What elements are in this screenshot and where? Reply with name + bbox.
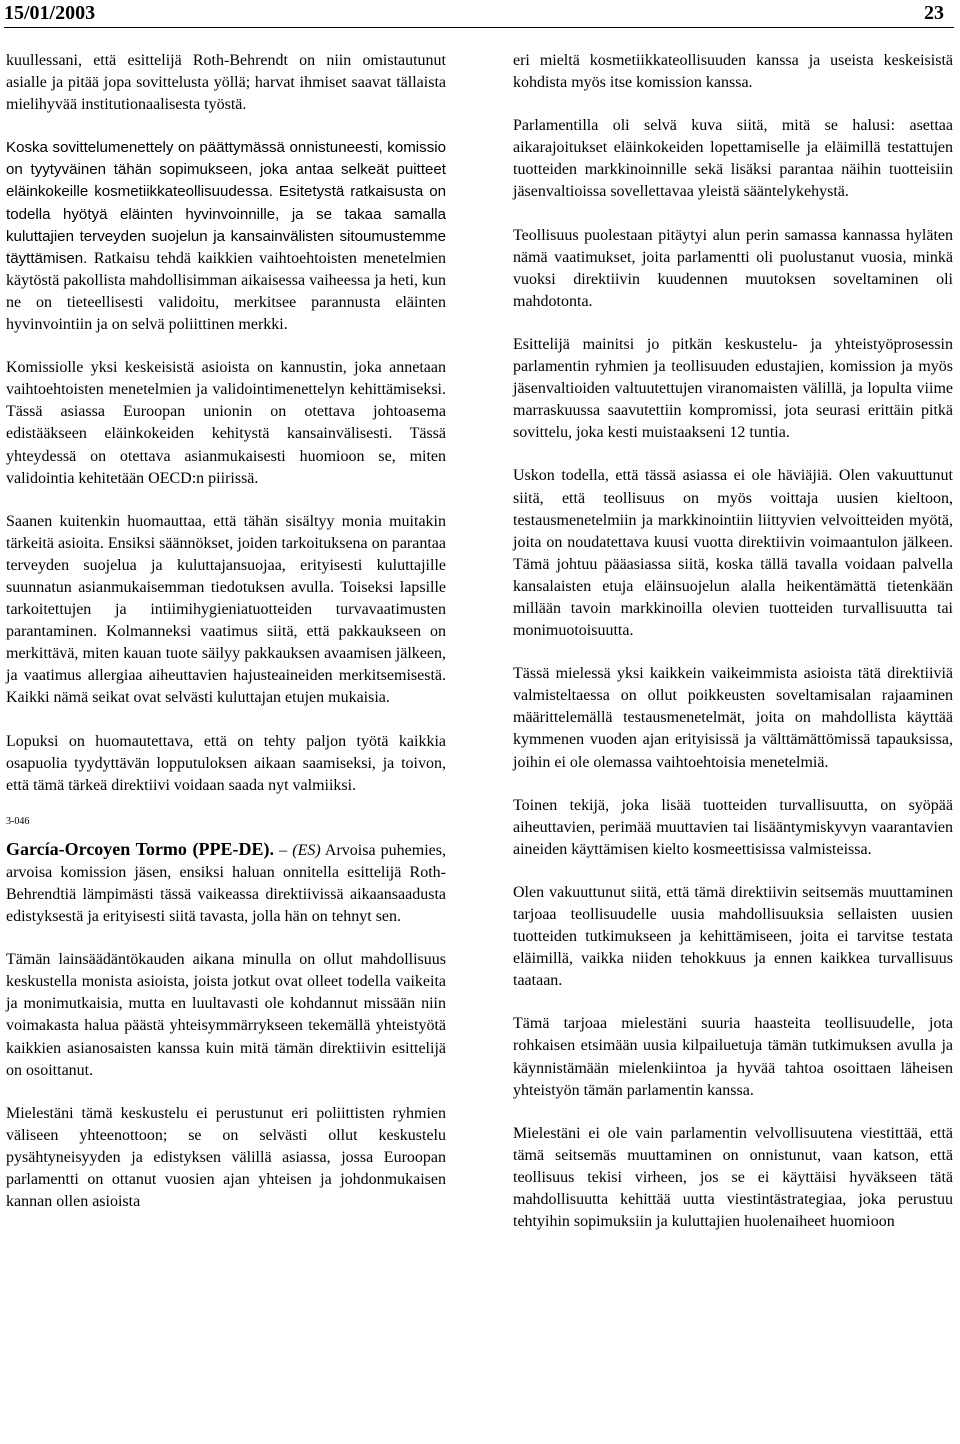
- paragraph: Uskon todella, että tässä asiassa ei ole häviäjiä. Olen vakuuttunut siitä, että teollisuus on myös voittaja uusien kieltoon, testausmenetelmiin ja markkinointiin liittyvien velvoitteiden myötä, joita on noudatettava kuusi vuotta direktiivin voimaantulon jälkeen. Tämä johtuu pääasiassa siitä, koska tällä tavalla voidaan palvella kansalaisten etuja eläinsuojelun alalla heikentämättä tietenkään millään tavoin markkinoilla olevien tuotteiden turvallisuutta tai monimuotoisuutta.: [513, 467, 953, 640]
- paragraph-segment: Ratkaisu tehdä kaikkien vaihtoehtoisten menetelmien käytöstä pakollista mahdollisimman aikaisessa vaiheessa ja heti, kun ne on tieteellisesti validoitu, merkitsee parannusta eläinten hyvinvointiin ja on selvä poliittinen merkki.: [6, 249, 446, 334]
- left-column: [6, 50, 446, 1213]
- language-code: (ES): [292, 841, 321, 859]
- paragraph: Tämän lainsäädäntökauden aikana minulla on ollut mahdollisuus keskustella monista asioista, joista jotkut ovat olleet todella vaikeita ja monimutkaisia, mutta en luultavasti ole kohdannut missään niin voimakasta halua päästä yhteisymmärrykseen tekemällä yhteistyötä kaikkien asianosaisten kanssa kuin mitä tämän direktiivin esittelijä on osoittanut.: [6, 951, 446, 1079]
- header-rule: [4, 27, 954, 28]
- paragraph: Parlamentilla oli selvä kuva siitä, mitä se halusi: asettaa aikarajoitukset eläinkokeiden lopettamiselle ja eläimillä testattujen tuotteiden markkinoinnille sekä lisäksi parantaa näihin tuotteisiin jäsenvaltioissa sovellettavaa yleistä sääntelykehystä.: [513, 117, 953, 201]
- paragraph: Teollisuus puolestaan pitäytyi alun perin samassa kannassa hyläten nämä vaatimukset, joita parlamentti oli puolustanut vuosia, minkä vuoksi direktiivin kuudennen muutoksen soveltaminen oli mahdotonta.: [513, 226, 953, 310]
- paragraph-sans-segment: Koska sovittelumenettely on päättymässä onnistuneesti, komissio on tyytyväinen tähän sopimukseen, joka antaa selkeät puitteet eläinkokeille kosmetiikkateollisuudessa. Esitetystä ratkaisusta on todella hyötyä eläinten hyvinvoinnille, ja se takaa samalla kuluttajien terveyden suojelun ja kansainvälisten sitoumustemme täyttämisen.: [6, 139, 446, 267]
- dash: –: [274, 841, 293, 859]
- paragraph-segment: Arvoisa puhemies, arvoisa komission jäsen, ensiksi haluan onnitella esittelijä Roth-Behrendtiä lämpimästi tässä vaikeassa direktiivissä aikaansaadusta edistyksestä ja erityisesti siitä tavasta, jolla hän on tehnyt sen.: [6, 841, 446, 926]
- paragraph: [6, 137, 446, 336]
- paragraph: Toinen tekijä, joka lisää tuotteiden turvallisuutta, on syöpää aiheuttavien, perimää muuttavien tai lisääntymiskyvyn vaarantavien aineiden käyttämisen kielto kosmeettisissa valmisteissa.: [513, 796, 953, 858]
- page-header: [0, 0, 960, 28]
- paragraph: Saanen kuitenkin huomauttaa, että tähän sisältyy monia muitakin tärkeitä asioita. Ensiksi säännökset, joiden tarkoituksena on parantaa terveyden suojelua ja kuluttajansuojaa, erityisesti kuluttajille suunnatun asianmukaisemman tiedotuksen avulla. Toiseksi lapsille tarkoitettujen ja intiimihygieniatuotteiden turvavaatimusten parantaminen. Kolmanneksi vaatimus siitä, että pakkaukseen on merkittävä, miten kauan tuote säilyy pakkauksen avaamisen jälkeen, ja vaatimus allergiaa aiheuttavien hajusteaineiden merkitsemisestä. Kaikki nämä seikat ovat selvästi kuluttajan etujen mukaisia.: [6, 512, 446, 707]
- page-number: 23: [924, 2, 944, 24]
- speaker-name: García-Orcoyen Tormo (PPE-DE).: [6, 838, 275, 859]
- paragraph-id: 3-046: [6, 815, 30, 827]
- paragraph: eri mieltä kosmetiikkateollisuuden kanssa ja useista keskeisistä kohdista myös itse komission kanssa.: [513, 52, 953, 92]
- paragraph: Komissiolle yksi keskeisistä asioista on kannustin, joka annetaan vaihtoehtoisten menetelmien ja validointimenettelyn kehittämiseksi. Tässä asiassa Euroopan unionin on otettava johtoasema edistääkseen eläinkokeiden kehitystä kansainvälisesti. Tässä yhteydessä on otettava asianmukaisesti huomioon se, miten validointia kehitetään OECD:n piirissä.: [6, 359, 446, 487]
- right-column: [513, 50, 953, 1233]
- paragraph: Mielestäni ei ole vain parlamentin velvollisuutena viestittää, että tämä seitsemäs muuttaminen on onnistunut, vaan katson, että teollisuus tekisi virheen, jos se ei käyttäisi hyväkseen tätä mahdollisuutta kehittää uutta viestintästrategiaa, joka perustuu tehtyihin sopimuksiin ja kuluttajien huolenaiheet huomioon: [513, 1124, 953, 1231]
- paragraph: Olen vakuuttunut siitä, että tämä direktiivin seitsemäs muuttaminen tarjoaa teollisuudelle uusia mahdollisuuksia sellaisten uusien tuotteiden tutkimukseen ja kehittämiseen, joita ei tarvitse testata eläimillä, vaikka niiden tehokkuus ja ennen kaikkea turvallisuus taataan.: [513, 883, 953, 990]
- speaker-paragraph: [6, 838, 446, 928]
- paragraph: kuullessani, että esittelijä Roth-Behrendt on niin omistautunut asialle ja pitää jopa sovittelusta yöllä; harvat ihmiset saavat tällaista mielihyvää institutionaalisesta työstä.: [6, 52, 446, 114]
- paragraph: Esittelijä mainitsi jo pitkän keskustelu- ja yhteistyöprosessin parlamentin ryhmien ja teollisuuden edustajien, komission ja myös jäsenvaltioiden valtuutettujen viranomaisten välillä, ja lopulta viime marraskuussa saavutettiin kompromissi, jota seurasi erittäin pitkä sovittelu, joka kesti muistaakseni 12 tuntia.: [513, 335, 953, 442]
- paragraph: Lopuksi on huomautettava, että on tehty paljon työtä kaikkia osapuolia tyydyttävän lopputuloksen aikaan saamiseksi, ja toivon, että tämä tärkeä direktiivi voidaan saada nyt valmiiksi.: [6, 732, 446, 794]
- header-date: 15/01/2003: [4, 2, 96, 24]
- paragraph: Tämä tarjoaa mielestäni suuria haasteita teollisuudelle, jota rohkaisen etsimään uusia kilpailuetuja tämän tutkimuksen avulla ja käynnistämään mielenkiintoa ja hyvää tahtoa osoittaen läheisen yhteistyön tämän parlamentin kanssa.: [513, 1015, 953, 1099]
- paragraph: Tässä mielessä yksi kaikkein vaikeimmista asioista tätä direktiiviä valmisteltaessa on ollut poikkeusten soveltamisalan rajaaminen määrittelemällä testausmenetelmät, joita on mahdollista käyttää kymmenen vuoden ajan erityisissä ja välttämättömissä tapauksissa, joihin ei ole olemassa vaihtoehtoisia menetelmiä.: [513, 665, 953, 771]
- paragraph: Mielestäni tämä keskustelu ei perustunut eri poliittisten ryhmien väliseen yhteenottoon; se on selvästi ollut keskustelu pysähtyneisyyden ja edistyksen välillä asiassa, jossa Euroopan parlamentti on ottanut vuosien ajan yhteisen ja johdonmukaisen kannan ollen asioista: [6, 1104, 446, 1211]
